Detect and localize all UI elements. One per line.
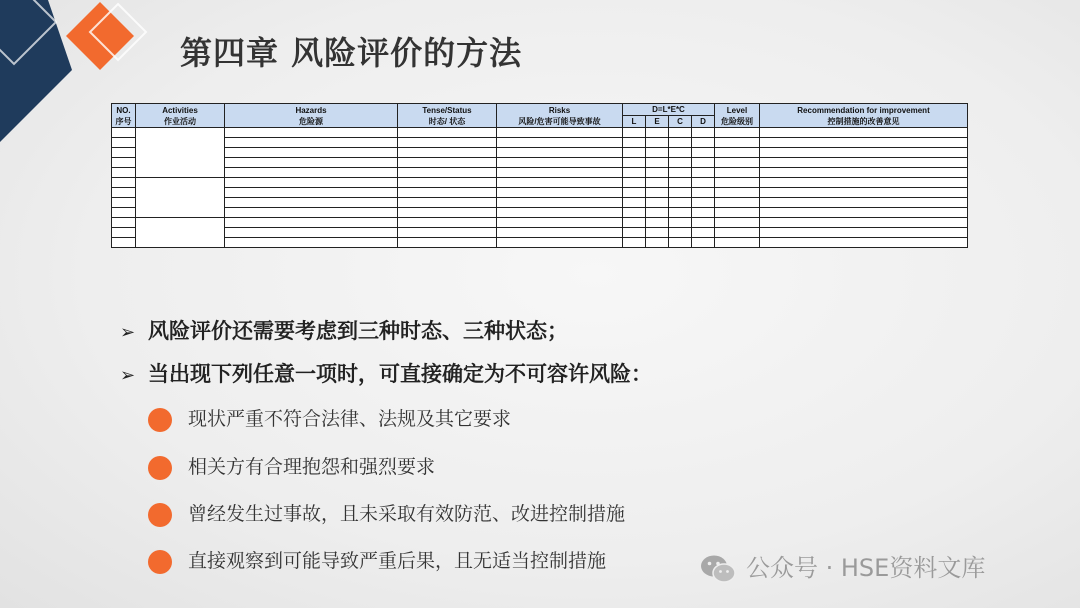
page-title: 第四章 风险评价的方法 — [180, 34, 523, 72]
orange-dot-icon — [148, 503, 172, 527]
table-row — [112, 138, 968, 148]
bullet-text: 当出现下列任意一项时，可直接确定为不可容许风险： — [148, 362, 652, 386]
table-row — [112, 218, 968, 228]
header-no: NO. 序号 — [112, 104, 136, 128]
sub-item-text: 直接观察到可能导致严重后果，且无适当控制措施 — [188, 550, 607, 572]
sub-item-text: 曾经发生过事故，且未采取有效防范、改进控制措施 — [188, 503, 626, 525]
risk-assessment-table — [111, 103, 968, 248]
orange-dot-icon — [148, 408, 172, 432]
header-l: L — [623, 116, 646, 128]
watermark-text: 公众号 · HSE资料文库 — [746, 554, 986, 582]
table-row — [112, 178, 968, 188]
header-tense-status: Tense/Status 时态/ 状态 — [398, 104, 497, 128]
header-dlec: D=L*E*C — [623, 104, 715, 116]
table-row — [112, 128, 968, 138]
header-activities: Activities 作业活动 — [136, 104, 225, 128]
table-row — [112, 168, 968, 178]
arrow-bullet-icon: ➢ — [120, 322, 136, 343]
wechat-icon — [700, 554, 736, 584]
table-row — [112, 198, 968, 208]
bullet-item — [120, 358, 652, 388]
table-header-row — [112, 104, 968, 116]
header-recommendation: Recommendation for improvement 控制措施的改善意见 — [760, 104, 968, 128]
header-e: E — [646, 116, 669, 128]
table-row — [112, 158, 968, 168]
header-d: D — [692, 116, 715, 128]
table-row — [112, 238, 968, 248]
table-row — [112, 148, 968, 158]
bullet-text: 风险评价还需要考虑到三种时态、三种状态； — [148, 319, 568, 343]
header-level: Level 危险级别 — [715, 104, 760, 128]
table-row — [112, 208, 968, 218]
sub-item-text: 现状严重不符合法律、法规及其它要求 — [188, 408, 512, 430]
watermark — [700, 548, 985, 584]
table-row — [112, 188, 968, 198]
sub-item-text: 相关方有合理抱怨和强烈要求 — [188, 456, 436, 478]
header-c: C — [669, 116, 692, 128]
header-risks: Risks 风险/危害可能导致事故 — [497, 104, 623, 128]
header-hazards: Hazards 危险源 — [225, 104, 398, 128]
bullet-item — [120, 315, 568, 345]
table-row — [112, 228, 968, 238]
orange-dot-icon — [148, 550, 172, 574]
arrow-bullet-icon: ➢ — [120, 365, 136, 386]
orange-dot-icon — [148, 456, 172, 480]
